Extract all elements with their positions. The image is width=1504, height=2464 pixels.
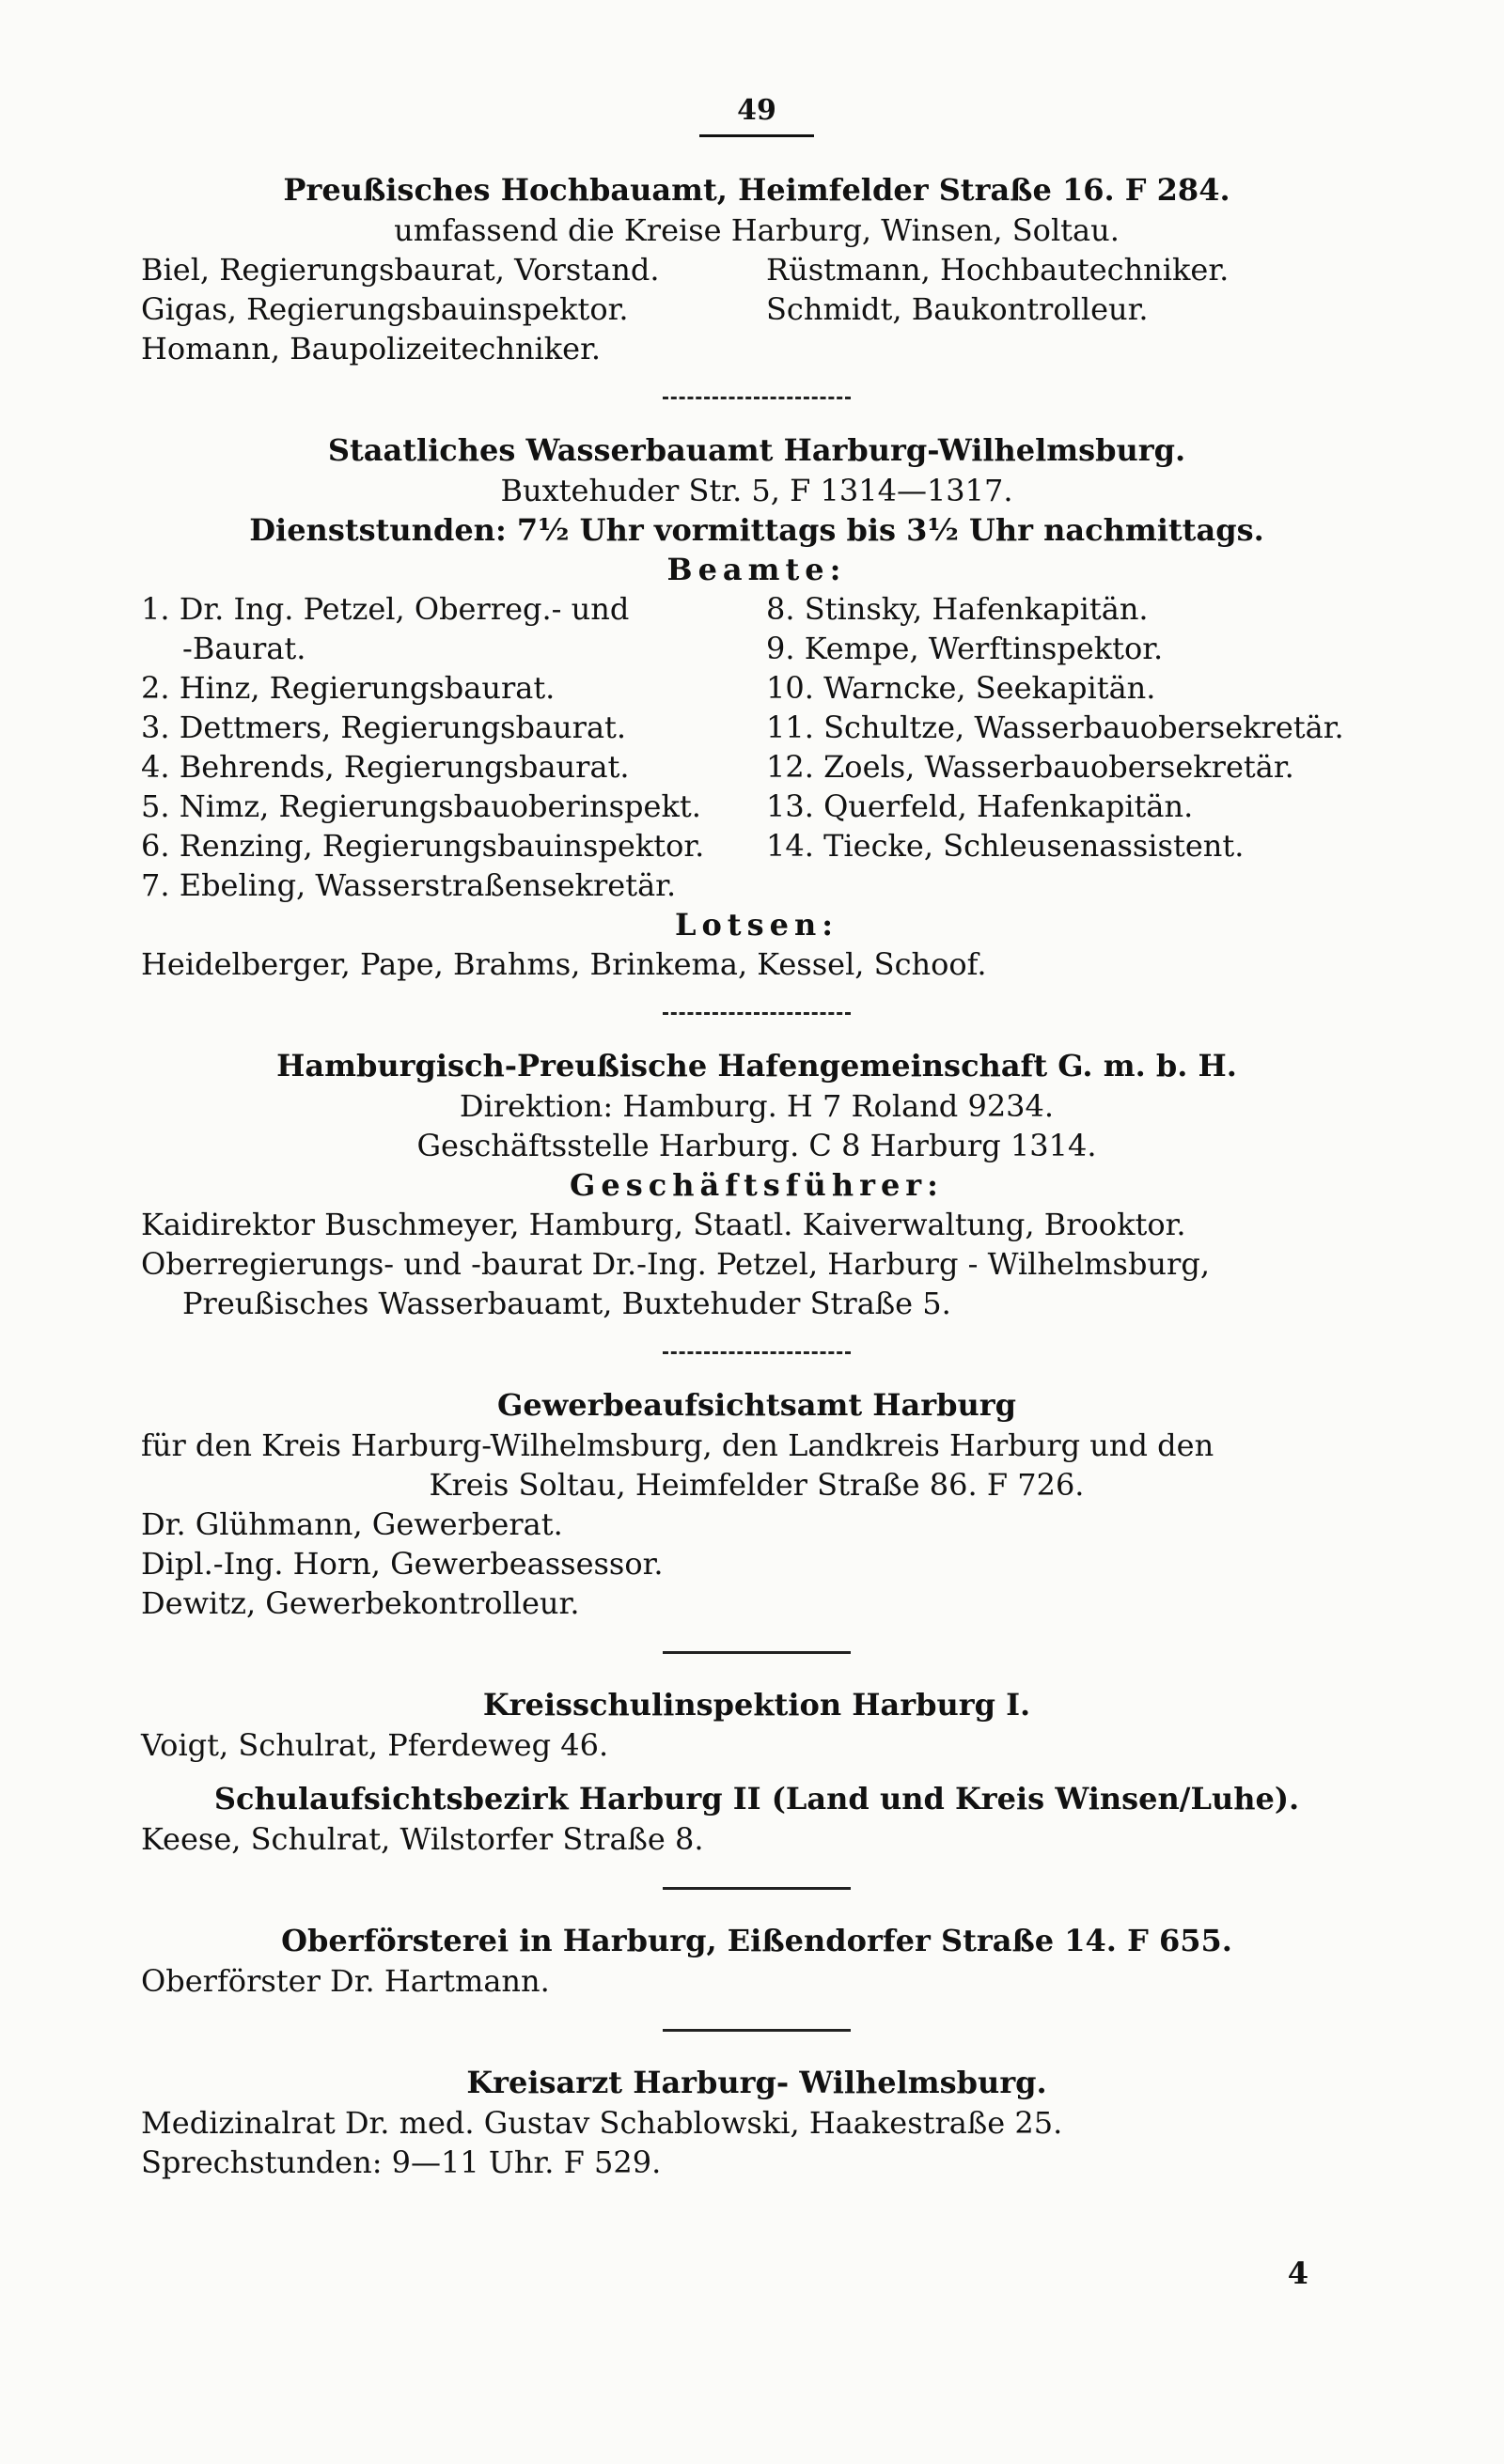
staff-line: -Baurat. (182, 631, 306, 666)
staff-line: 4. Behrends, Regierungsbaurat. (141, 749, 630, 785)
direktion: Direktion: Hamburg. H 7 Roland 9234. (459, 1088, 1055, 1124)
section-subtitle: umfassend die Kreise Harburg, Winsen, Soltau. (394, 212, 1120, 248)
staff-line: 12. Zoels, Wasserbauobersekretär. (766, 749, 1294, 785)
text-line: Kaidirektor Buschmeyer, Hamburg, Staatl. Kaiverwaltung, Brooktor. (141, 1207, 1186, 1242)
divider (663, 1651, 851, 1654)
staff-line: Keese, Schulrat, Wilstorfer Straße 8. (141, 1821, 704, 1857)
section-title: Hamburgisch-Preußische Hafengemeinschaft G. m. b. H. (276, 1048, 1237, 1084)
section-hafengemeinschaft (141, 1045, 1372, 1323)
text-line: Oberregierungs- und -baurat Dr.-Ing. Petzel, Harburg - Wilhelmsburg, (141, 1246, 1210, 1282)
geschaeftsfuehrer-label: Geschäftsführer: (570, 1167, 944, 1203)
office-hours: Dienststunden: 7½ Uhr vormittags bis 3½ Uhr nachmittags. (249, 512, 1264, 548)
staff-line: 5. Nimz, Regierungsbauoberinspekt. (141, 788, 701, 824)
address: Buxtehuder Str. 5, F 1314—1317. (500, 473, 1013, 508)
section-title: Gewerbeaufsichtsamt Harburg (497, 1387, 1016, 1423)
staff-line: 1. Dr. Ing. Petzel, Oberreg.- und (141, 591, 630, 627)
section-oberfoersterei (141, 1920, 1372, 2001)
divider (663, 1351, 851, 1354)
staff-line: Voigt, Schulrat, Pferdeweg 46. (141, 1727, 609, 1763)
lotsen-label: Lotsen: (674, 907, 839, 943)
section-title: Staatliches Wasserbauamt Harburg-Wilhelmsburg. (327, 432, 1186, 468)
section-title: Kreisarzt Harburg- Wilhelmsburg. (466, 2065, 1047, 2100)
staff-line: 13. Querfeld, Hafenkapitän. (766, 788, 1194, 824)
text-line: Preußisches Wasserbauamt, Buxtehuder Straße 5. (182, 1286, 951, 1321)
lotsen-list: Heidelberger, Pape, Brahms, Brinkema, Kessel, Schoof. (141, 946, 987, 982)
staff-line: 3. Dettmers, Regierungsbaurat. (141, 710, 627, 745)
geschaeftsstelle: Geschäftsstelle Harburg. C 8 Harburg 1314. (416, 1128, 1097, 1163)
section-schulinspektion (141, 1684, 1372, 1859)
staff-line: Oberförster Dr. Hartmann. (141, 1963, 550, 1999)
staff-line: 6. Renzing, Regierungsbauinspektor. (141, 828, 705, 864)
staff-line: Rüstmann, Hochbautechniker. (766, 252, 1230, 288)
staff-line: Dr. Glühmann, Gewerberat. (141, 1506, 563, 1542)
divider (663, 2029, 851, 2032)
beamte-label: Beamte: (666, 552, 847, 587)
staff-line: 11. Schultze, Wasserbauobersekretär. (766, 710, 1344, 745)
section-hochbauamt (141, 169, 1372, 368)
section-gewerbeaufsicht (141, 1384, 1372, 1623)
staff-line: Gigas, Regierungsbauinspektor. (141, 291, 629, 327)
staff-line: 9. Kempe, Werftinspektor. (766, 631, 1164, 666)
divider (663, 397, 851, 399)
staff-line: 10. Warncke, Seekapitän. (766, 670, 1156, 706)
section-title: Oberförsterei in Harburg, Eißendorfer Straße 14. F 655. (281, 1923, 1232, 1958)
signature-number: 4 (1287, 2255, 1308, 2291)
divider (663, 1887, 851, 1890)
section-title: Kreisschulinspektion Harburg I. (482, 1687, 1031, 1723)
staff-line: 8. Stinsky, Hafenkapitän. (766, 591, 1149, 627)
staff-line: Medizinalrat Dr. med. Gustav Schablowski, Haakestraße 25. (141, 2105, 1063, 2141)
staff-line: Biel, Regierungsbaurat, Vorstand. (141, 252, 660, 288)
staff-line: Schmidt, Baukontrolleur. (766, 291, 1149, 327)
staff-line: Sprechstunden: 9—11 Uhr. F 529. (141, 2144, 662, 2180)
section-title: Preußisches Hochbauamt, Heimfelder Straße 16. F 284. (283, 172, 1230, 208)
staff-line: Homann, Baupolizeitechniker. (141, 331, 602, 366)
section-wasserbauamt (141, 429, 1372, 984)
text-line: für den Kreis Harburg-Wilhelmsburg, den Landkreis Harburg und den (141, 1427, 1214, 1463)
section-title-2: Schulaufsichtsbezirk Harburg II (Land und Kreis Winsen/Luhe). (213, 1781, 1300, 1817)
staff-line: 2. Hinz, Regierungsbaurat. (141, 670, 556, 706)
section-kreisarzt (141, 2062, 1372, 2182)
page-number: 49 (141, 94, 1372, 137)
staff-line: 7. Ebeling, Wasserstraßensekretär. (141, 867, 677, 903)
staff-line: Dewitz, Gewerbekontrolleur. (141, 1585, 580, 1621)
text-line: Kreis Soltau, Heimfelder Straße 86. F 726. (429, 1467, 1085, 1503)
divider (663, 1012, 851, 1015)
staff-line: 14. Tiecke, Schleusenassistent. (766, 828, 1245, 864)
staff-line: Dipl.-Ing. Horn, Gewerbeassessor. (141, 1546, 664, 1582)
